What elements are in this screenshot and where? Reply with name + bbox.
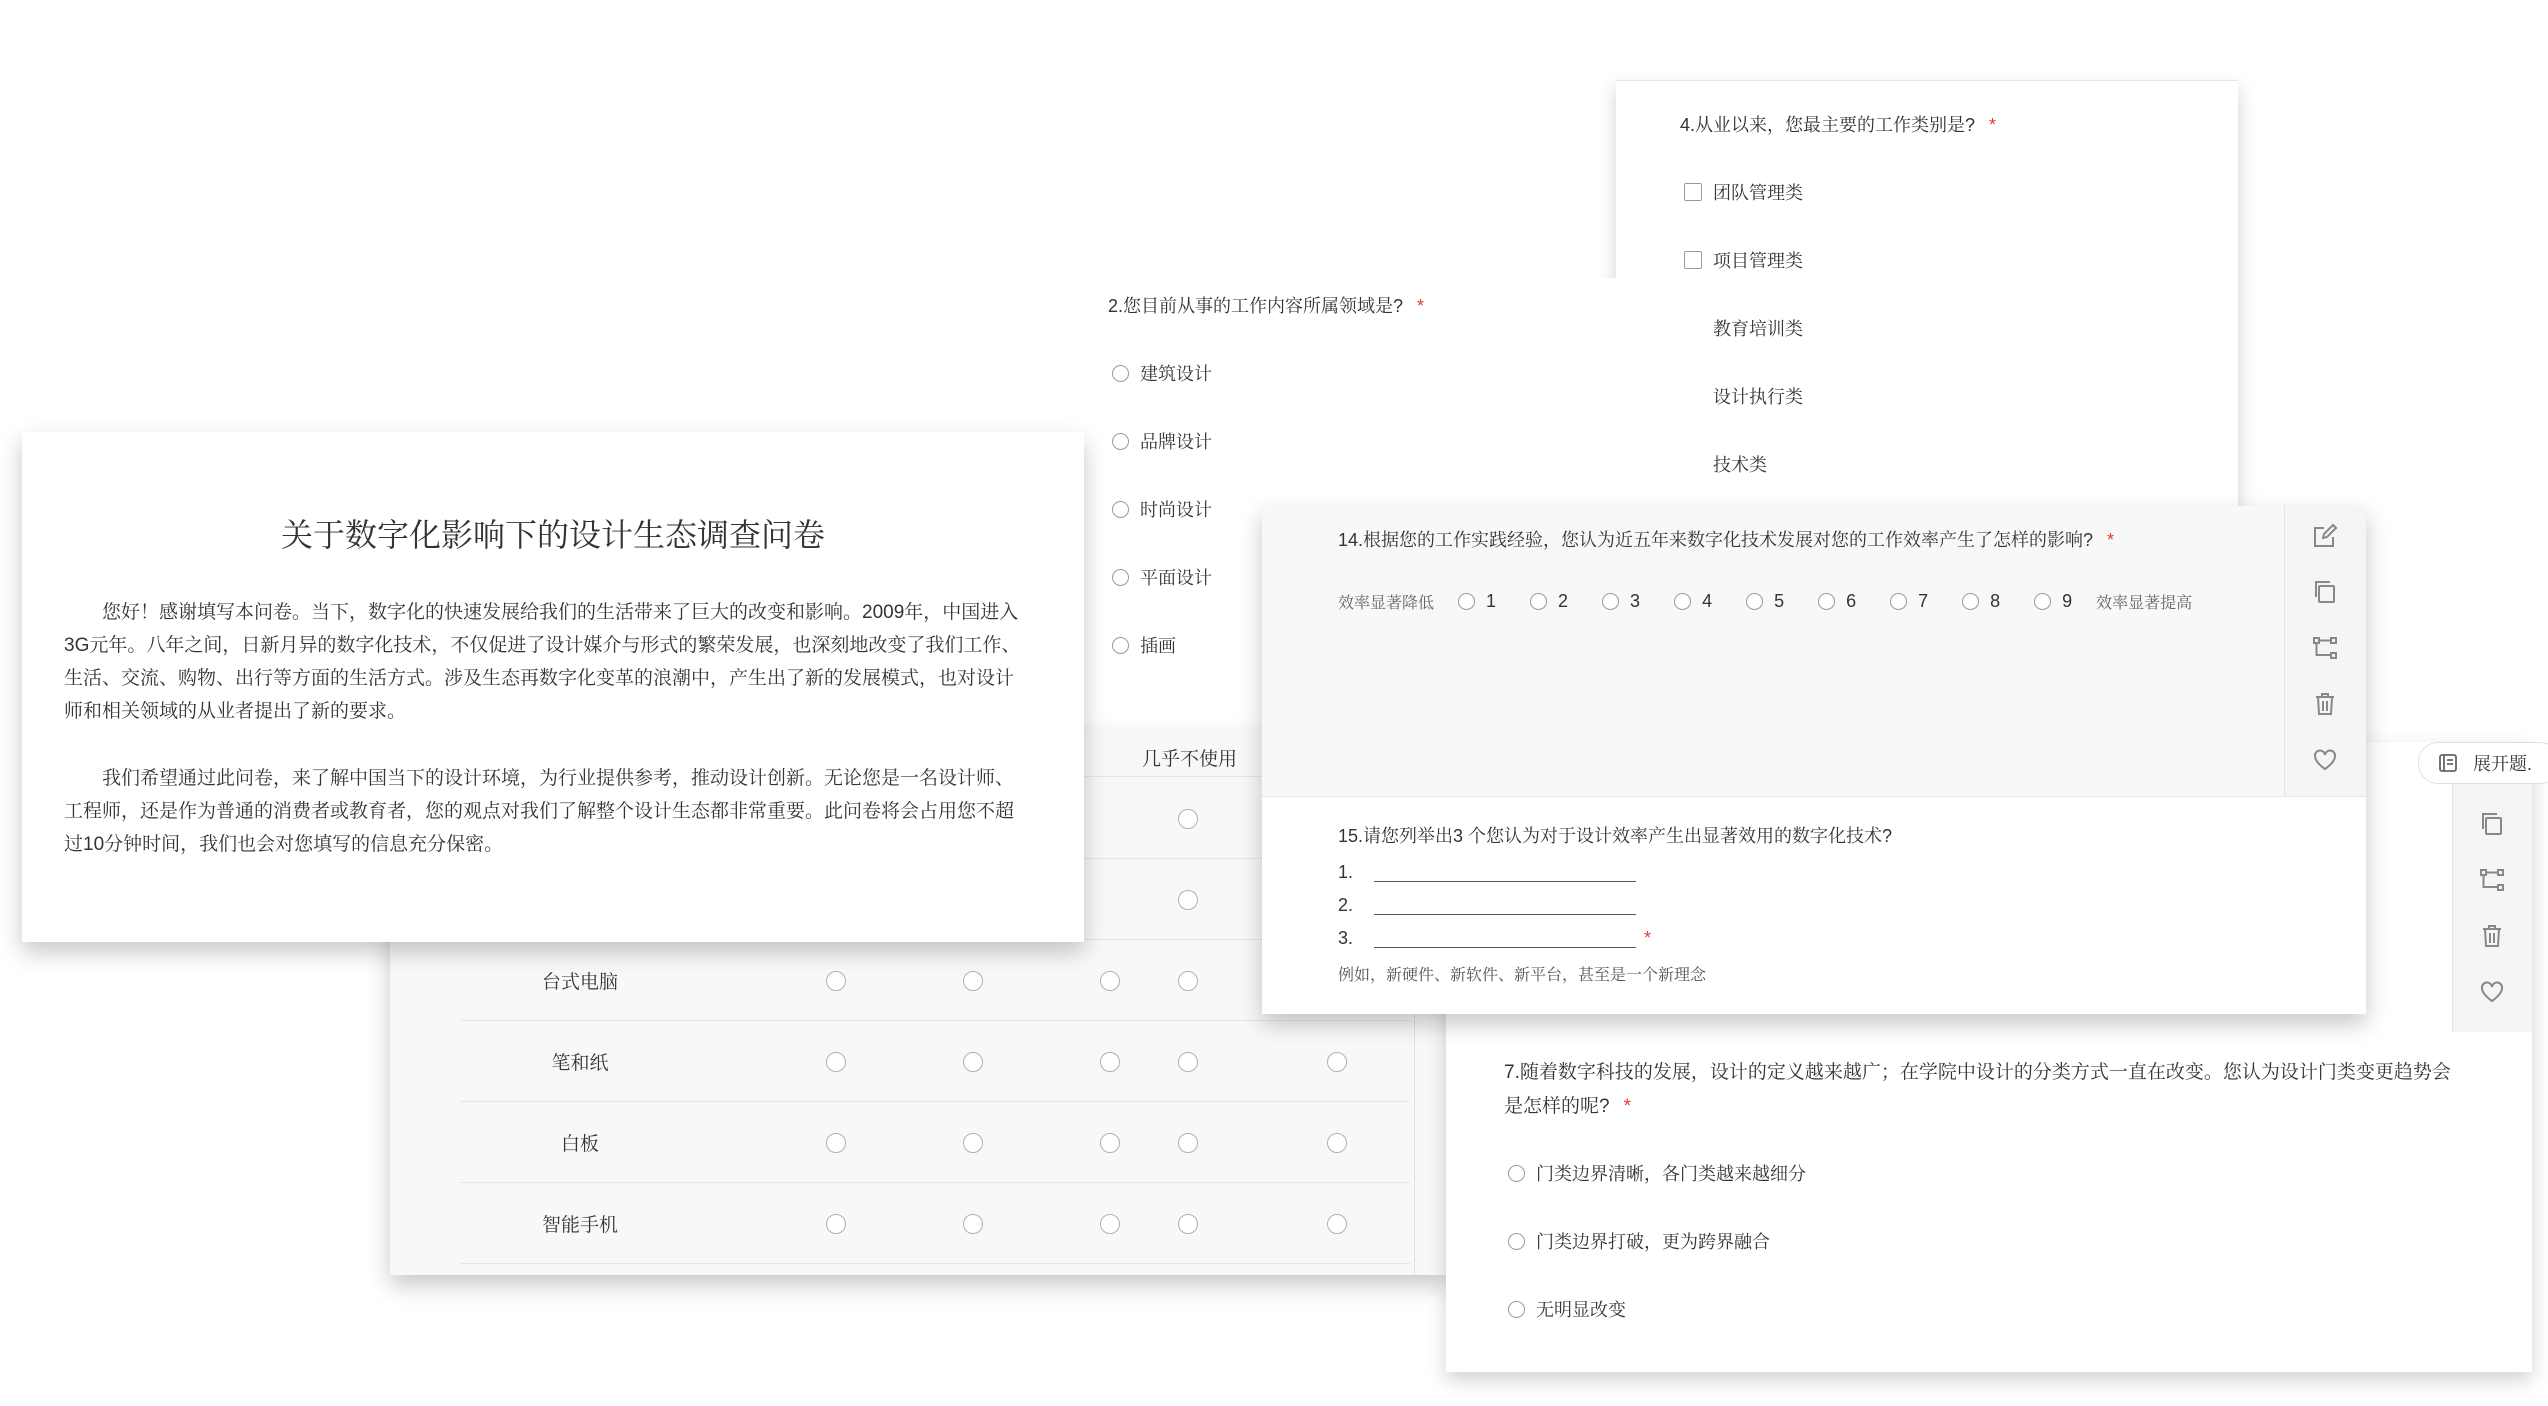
matrix-row-label: 笔和纸 (551, 1053, 609, 1074)
radio-button[interactable] (1327, 1052, 1347, 1072)
favorite-icon[interactable] (2476, 976, 2508, 1008)
answer-input[interactable] (1374, 929, 1636, 948)
radio-button[interactable] (1100, 1214, 1120, 1234)
table-row (460, 1101, 1410, 1183)
radio-button[interactable] (1530, 593, 1547, 610)
option-q7-3[interactable]: 无明显改变 (1508, 1296, 1626, 1322)
table-row (460, 1020, 1410, 1102)
matrix-column-header: 几乎不使用 (1142, 749, 1238, 770)
matrix-row-label: 智能手机 (541, 1215, 618, 1236)
question-card-q14-q15 (1262, 506, 2366, 1014)
scale-option[interactable]: 7 (1890, 591, 1928, 612)
radio-button[interactable] (1112, 501, 1129, 518)
radio-button[interactable] (1746, 593, 1763, 610)
radio-button[interactable] (1508, 1165, 1525, 1182)
radio-button[interactable] (963, 1133, 983, 1153)
radio-button[interactable] (1458, 593, 1475, 610)
option-q4-1[interactable]: 团队管理类 (1684, 179, 1803, 205)
intro-paragraph-1: 您好！感谢填写本问卷。当下，数字化的快速发展给我们的生活带来了巨大的改变和影响。2009年，中国进入3G元年。八年之间，日新月异的数字化技术，不仅促进了设计媒介与形式的繁荣发展，也深刻地改变了我们工作、生活、交流、购物、出行等方面的生活方式。涉及生态再数字化变革的浪潮中，产生出了新的发展模式，也对设计师和相关领域的从业者提出了新的要求。 (64, 602, 1021, 722)
radio-button[interactable] (826, 1133, 846, 1153)
scale-option[interactable]: 5 (1746, 591, 1784, 612)
checkbox[interactable] (1684, 251, 1702, 269)
radio-button[interactable] (1100, 971, 1120, 991)
radio-button[interactable] (1327, 1133, 1347, 1153)
option-q2-5[interactable]: 插画 (1112, 632, 1176, 658)
answer-input[interactable] (1374, 863, 1636, 882)
scale-option[interactable]: 8 (1962, 591, 2000, 612)
radio-button[interactable] (1112, 637, 1129, 654)
question-title-q7: 7.随着数字科技的发展，设计的定义越来越广；在学院中设计的分类方式一直在改变。您认为设计门类变更趋势会 是怎样的呢? * (1504, 1062, 2451, 1117)
table-row (460, 1182, 1410, 1264)
answer-item: 1. (1338, 856, 1651, 889)
option-q2-3[interactable]: 时尚设计 (1112, 496, 1212, 522)
answer-item: 2. (1338, 889, 1651, 922)
question-title-q15: 15.请您列举出3 个您认为对于设计效率产生出显著效用的数字化技术? (1338, 826, 1893, 846)
radio-button[interactable] (1178, 1133, 1198, 1153)
divider (1262, 796, 2366, 797)
rating-scale (1338, 590, 2192, 613)
option-q2-2[interactable]: 品牌设计 (1112, 428, 1212, 454)
radio-button[interactable] (1962, 593, 1979, 610)
option-q2-4[interactable]: 平面设计 (1112, 564, 1212, 590)
option-q4-2[interactable]: 项目管理类 (1684, 247, 1803, 273)
scale-option[interactable]: 3 (1602, 591, 1640, 612)
scale-option[interactable]: 6 (1818, 591, 1856, 612)
required-mark: * (1417, 296, 1425, 316)
scale-option[interactable]: 2 (1530, 591, 1568, 612)
favorite-icon[interactable] (2309, 744, 2341, 776)
radio-button[interactable] (2034, 593, 2051, 610)
scale-option[interactable]: 4 (1674, 591, 1712, 612)
logic-icon[interactable] (2476, 864, 2508, 896)
radio-button[interactable] (1508, 1301, 1525, 1318)
radio-button[interactable] (1112, 365, 1129, 382)
copy-icon[interactable] (2309, 576, 2341, 608)
checkbox[interactable] (1684, 183, 1702, 201)
radio-button[interactable] (963, 1214, 983, 1234)
radio-button[interactable] (1100, 1133, 1120, 1153)
required-mark: * (1644, 928, 1652, 948)
scale-low-label: 效率显著降低 (1338, 595, 1435, 612)
radio-button[interactable] (826, 1052, 846, 1072)
survey-intro-card (22, 432, 1084, 942)
question-title-q2: 2.您目前从事的工作内容所属领域是? * (1108, 296, 1425, 316)
answer-input[interactable] (1374, 896, 1636, 915)
answer-item: 3. * (1338, 922, 1651, 955)
matrix-row-label: 台式电脑 (541, 972, 618, 993)
question-title-q14: 14.根据您的工作实践经验，您认为近五年来数字化技术发展对您的工作效率产生了怎样的影响? * (1338, 530, 2115, 550)
expand-label: 展开题. (2473, 754, 2533, 774)
option-q4-3[interactable]: 教育培训类 (1684, 315, 1803, 341)
question-title-q4: 4.从业以来，您最主要的工作类别是? * (1680, 115, 1997, 135)
edit-icon[interactable] (2309, 520, 2341, 552)
radio-button[interactable] (1178, 971, 1198, 991)
matrix-row-label: 白板 (560, 1134, 599, 1155)
option-q4-4[interactable]: 设计执行类 (1684, 383, 1803, 409)
scale-option[interactable]: 1 (1458, 591, 1496, 612)
option-q7-2[interactable]: 门类边界打破，更为跨界融合 (1508, 1228, 1770, 1254)
answer-list-q15 (1338, 856, 1651, 955)
radio-button[interactable] (1674, 593, 1691, 610)
logic-icon[interactable] (2309, 632, 2341, 664)
radio-button[interactable] (1890, 593, 1907, 610)
radio-button[interactable] (1602, 593, 1619, 610)
radio-button[interactable] (1327, 1214, 1347, 1234)
required-mark: * (1989, 115, 1997, 135)
radio-button[interactable] (1818, 593, 1835, 610)
scale-high-label: 效率显著提高 (2096, 595, 2193, 612)
required-mark: * (1623, 1096, 1631, 1117)
radio-button[interactable] (1100, 1052, 1120, 1072)
survey-title: 关于数字化影响下的设计生态调查问卷 (280, 517, 825, 553)
radio-button[interactable] (1178, 890, 1198, 910)
intro-paragraph-2: 我们希望通过此问卷，来了解中国当下的设计环境，为行业提供参考，推动设计创新。无论您是一名设计师、工程师，还是作为普通的消费者或教育者，您的观点对我们了解整个设计生态都非常重要。此问卷将会占用您不超过10分钟时间，我们也会对您填写的信息充分保密。 (64, 768, 1015, 855)
radio-button[interactable] (1178, 1052, 1198, 1072)
radio-button[interactable] (1112, 569, 1129, 586)
expand-questions-button[interactable] (2418, 742, 2548, 784)
radio-button[interactable] (1178, 1214, 1198, 1234)
radio-button[interactable] (963, 971, 983, 991)
option-q4-5[interactable]: 技术类 (1684, 451, 1767, 477)
radio-button[interactable] (1112, 433, 1129, 450)
list-icon (2437, 752, 2459, 774)
delete-icon[interactable] (2476, 920, 2508, 952)
hint-text-q15: 例如，新硬件、新软件、新平台，甚至是一个新理念 (1338, 967, 1707, 984)
radio-button[interactable] (963, 1052, 983, 1072)
option-q7-1[interactable]: 门类边界清晰，各门类越来越细分 (1508, 1160, 1806, 1186)
option-q2-1[interactable]: 建筑设计 (1112, 360, 1212, 386)
required-mark: * (2107, 530, 2115, 550)
toolbar-divider (1414, 990, 1415, 1275)
delete-icon[interactable] (2309, 688, 2341, 720)
radio-button[interactable] (826, 1214, 846, 1234)
copy-icon[interactable] (2476, 808, 2508, 840)
radio-button[interactable] (826, 971, 846, 991)
radio-button[interactable] (1178, 809, 1198, 829)
scale-option[interactable]: 9 (2034, 591, 2072, 612)
radio-button[interactable] (1508, 1233, 1525, 1250)
